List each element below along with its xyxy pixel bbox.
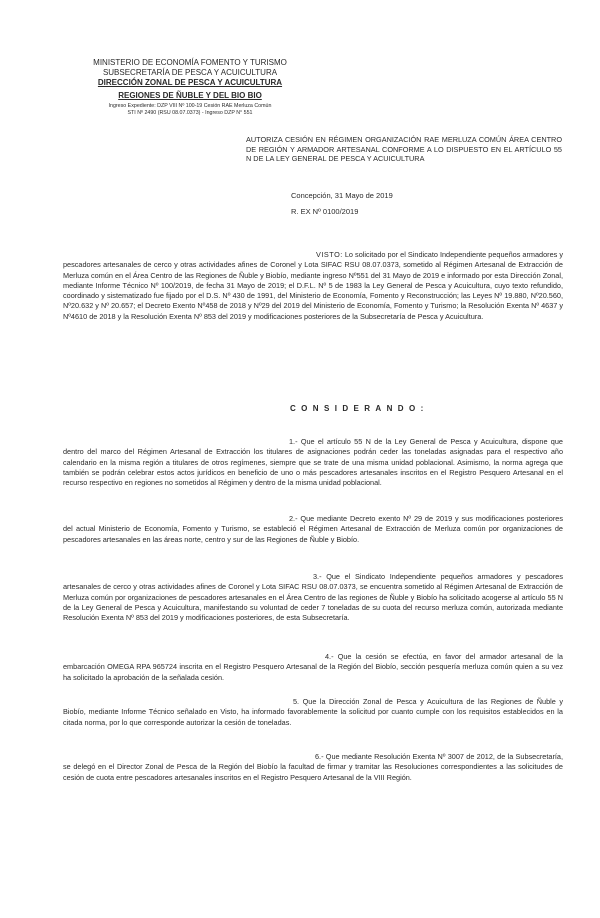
letterhead (60, 58, 320, 117)
direction-name: DIRECCIÓN ZONAL DE PESCA Y ACUICULTURA (97, 78, 283, 87)
subsecretariat-name: SUBSECRETARÍA DE PESCA Y ACUICULTURA (102, 68, 278, 77)
considerando-text: Que la cesión se efectúa, en favor del armador artesanal de la embarcación OMEGA RPA 965724 inscrita en el Registro Pesquero Artesanal de la Región del Biobío, sección pesquería merluza común quien a su vez ha solicitado la aprobación de la señalada cesión. (63, 652, 563, 682)
ministry-name: MINISTERIO DE ECONOMÍA FOMENTO Y TURISMO (93, 58, 287, 67)
considerando-text: Que mediante Decreto exento Nº 29 de 2019 y sus modificaciones posteriores del actual Ministerio de Economía, Fomento y Turismo, se estableció el Régimen Artesanal de Extracción de Merluza común por organizaciones de pescadores artesanales en las áreas norte, centro y sur de las Regiones de Ñuble y Biobío. (63, 514, 563, 544)
considerando-number: 1.- (289, 437, 298, 446)
regions-name: REGIONES DE ÑUBLE Y DEL BIO BIO (118, 91, 262, 100)
considerando-number: 4.- (325, 652, 334, 661)
place-date: Concepción, 31 Mayo de 2019 (291, 191, 393, 200)
considerando-item (63, 652, 563, 683)
considerando-number: 2.- (289, 514, 298, 523)
considerando-number: 3.- (313, 572, 322, 581)
considerando-item (63, 572, 563, 623)
visto-label: VISTO: (316, 250, 343, 259)
reference-line-1: Ingreso Expediente: DZP VIII Nº 100-19 Cesión RAE Merluza Común (108, 103, 272, 109)
considerando-item (63, 437, 563, 488)
considerando-heading: CONSIDERANDO: (290, 404, 429, 413)
visto-paragraph (63, 250, 563, 322)
resolution-number: R. EX Nº 0100/2019 (291, 207, 359, 216)
considerando-text: Que el Sindicato Independiente pequeños armadores y pescadores artesanales de cerco y otras actividades afines de Coronel y Lota SIFAC RSU 08.07.0373, se encuentra sometido al Régimen Artesanal de Extracción de Merluza común por organizaciones de pescadores artesanales en el Área Centro de las regiones de Ñuble y Biobío ha solicitado acogerse al artículo 55 N de la Ley General de Pesca y Acuicultura, manifestando su voluntad de ceder 7 toneladas de su cuota del recurso merluza común, autorizada mediante Resolución Exenta Nº 853 del 2019 y modificaciones posteriores, de esta Subsecretaría. (63, 572, 563, 623)
considerando-item (63, 514, 563, 545)
considerando-text: Que la Dirección Zonal de Pesca y Acuicultura de las Regiones de Ñuble y Biobío, mediante Informe Técnico señalado en Visto, ha informado favorablemente la solicitud por cuanto cumple con los requisitos establecidos en la citada norma, por lo que corresponde autorizar la cesión de toneladas. (63, 697, 563, 727)
reference-line-2: STI Nº 2490 (RSU 08.07.0373) - Ingreso DZP N° 551 (127, 110, 253, 116)
considerando-item (63, 697, 563, 728)
considerando-text: Que el artículo 55 N de la Ley General de Pesca y Acuicultura, dispone que dentro del marco del Régimen Artesanal de Extracción los titulares de asignaciones podrán ceder las toneladas asignadas para el respectivo año calendario en la misma región a titulares de otros regímenes, siempre que se trate de una misma unidad poblacional. Asimismo, la norma agrega que también se podrán celebrar estos actos jurídicos en beneficio de uno o más pescadores artesanales inscritos en el Registro Pesquero Artesanal en el recurso respectivo en regiones no sometidos al Régimen y dentro de la misma unidad poblacional. (63, 437, 563, 488)
considerando-item (63, 752, 563, 783)
considerando-number: 6.- (315, 752, 324, 761)
considerando-text: Que mediante Resolución Exenta Nº 3007 de 2012, de la Subsecretaría, se delegó en el Director Zonal de Pesca de la Región del Biobío la facultad de firmar y tramitar las Resoluciones correspondientes a las solicitudes de cesión de cuota entre pescadores artesanales inscritos en el Registro Pesquero Artesanal de la VIII Región. (63, 752, 563, 782)
visto-text: Lo solicitado por el Sindicato Independiente pequeños armadores y pescadores artesanales de cerco y otras actividades afines de Coronel y Lota SIFAC RSU 08.07.0373, sometido al Régimen Artesanal de Extracción de Merluza común en el Área Centro de las Regiones de Ñuble y Biobío, mediante ingreso Nº551 del 31 Mayo de 2019 e informado por esta Dirección Zonal, mediante Informe Técnico Nº 100/2019, de fecha 31 Mayo de 2019; el D.F.L. Nº 5 de 1983 la Ley General de Pesca y Acuicultura, cuyo texto refundido, coordinado y sistematizado fue fijado por el D.S. Nº 430 de 1991, del Ministerio de Economía, Fomento y Reconstrucción; las Leyes Nº 19.880, Nº20.560, Nº20.632 y Nº 20.657; el Decreto Exento Nº458 de 2018 y Nº29 del 2019 del Ministerio de Economía, Fomento y Turismo; la Resolución Exenta Nº 4637 y Nº4610 de 2018 y la Resolución Exenta Nº 853 del 2019 y modificaciones posteriores de la Subsecretaría de Pesca y Acuicultura. (63, 250, 564, 321)
resolution-subject: AUTORIZA CESIÓN EN RÉGIMEN ORGANIZACIÓN RAE MERLUZA COMÚN ÁREA CENTRO DE REGIÓN Y ARMADOR ARTESANAL CONFORME A LO DISPUESTO EN EL ARTÍCULO 55 N DE LA LEY GENERAL DE PESCA Y ACUICULTURA (246, 135, 562, 164)
considerando-number: 5. (293, 697, 300, 706)
